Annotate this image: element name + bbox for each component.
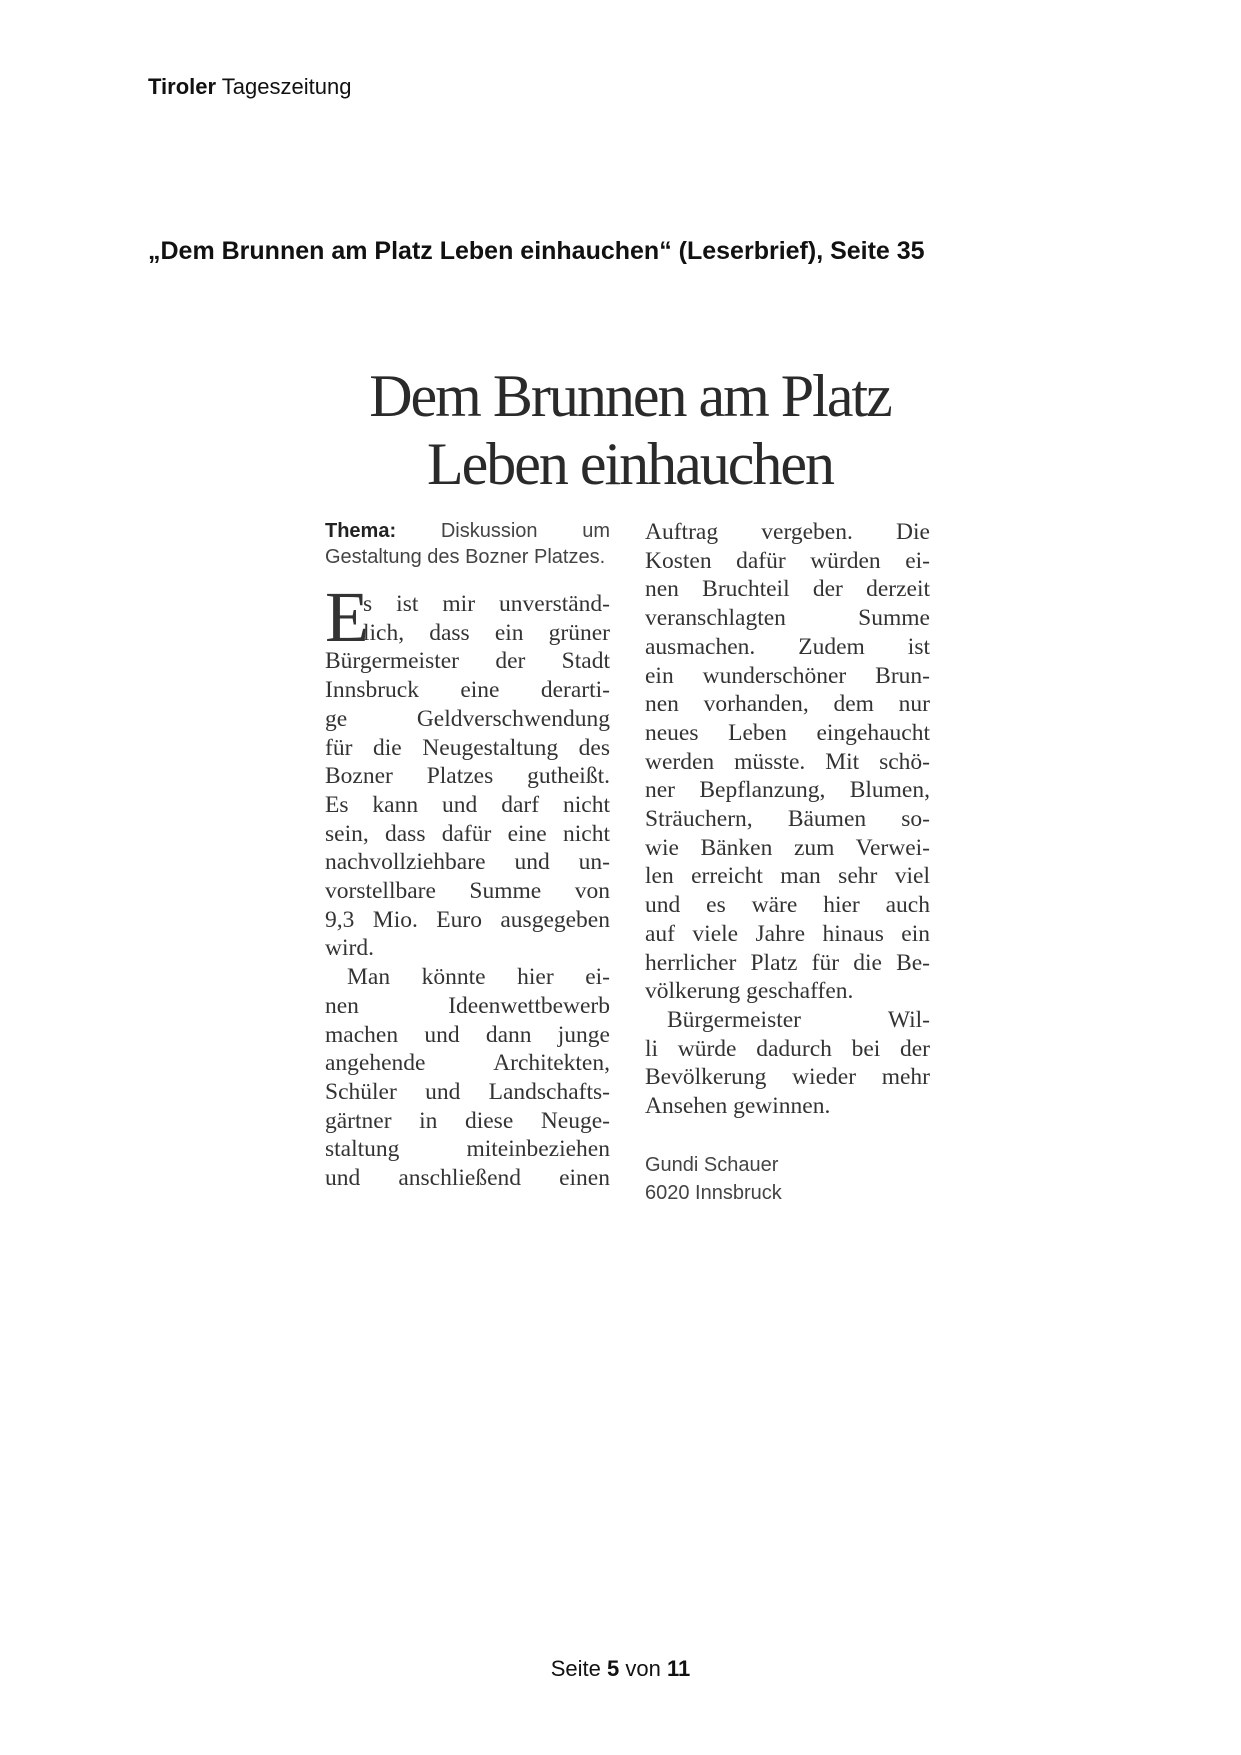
text-line: ein wunderschöner Brun- xyxy=(645,662,930,689)
text-line: sein, dass dafür eine nicht xyxy=(325,820,610,847)
text-line: Kosten dafür würden ei- xyxy=(645,547,930,574)
page-prefix: Seite xyxy=(550,1656,601,1681)
letter-signature xyxy=(645,1151,930,1207)
article-clipping xyxy=(320,362,940,1212)
text-line: ge Geldverschwendung xyxy=(325,705,610,732)
document-title: „Dem Brunnen am Platz Leben einhauchen“ (Leserbrief), Seite 35 xyxy=(148,237,925,265)
text-line: ausmachen. Zudem ist xyxy=(645,633,930,660)
text-line: vorstellbare Summe von xyxy=(325,878,610,905)
article-headline xyxy=(320,362,940,498)
page-number xyxy=(0,1656,1241,1682)
article-column-right xyxy=(645,518,930,1207)
text-line: Ansehen gewinnen. xyxy=(645,1093,831,1120)
text-line: lich, dass ein grüner xyxy=(363,619,610,646)
topic-label: Thema: xyxy=(325,520,397,542)
text-line: Sträuchern, Bäumen so- xyxy=(645,806,930,833)
text-line: Bürgermeister der Stadt xyxy=(325,648,610,675)
headline-line: Dem Brunnen am Platz xyxy=(369,363,891,429)
topic-text: Diskussion um Gestaltung des Bozner Platzes. xyxy=(325,520,610,568)
page-current: 5 xyxy=(607,1656,620,1681)
text-line: für die Neugestaltung des xyxy=(325,734,610,761)
text-line: Bozner Platzes gutheißt. xyxy=(325,763,610,790)
text-line: Auftrag vergeben. Die xyxy=(645,519,930,545)
text-line: Bevölkerung wieder mehr xyxy=(645,1064,930,1091)
text-line: nen Bruchteil der derzeit xyxy=(645,576,930,603)
text-line: werden müsste. Mit schö- xyxy=(645,748,930,775)
text-line: li würde dadurch bei der xyxy=(645,1035,930,1062)
dropcap-paragraph xyxy=(325,577,610,657)
text-line: wie Bänken zum Verwei- xyxy=(645,834,930,861)
text-line: angehende Architekten, xyxy=(325,1050,610,1077)
text-line: s ist mir unverständ- xyxy=(363,591,610,617)
text-line: staltung miteinbeziehen xyxy=(325,1136,610,1163)
text-line: len erreicht man sehr viel xyxy=(645,863,930,890)
page-total: 11 xyxy=(667,1656,691,1681)
text-line: Bürgermeister Wil- xyxy=(667,1006,930,1033)
headline-line: Leben einhauchen xyxy=(426,431,834,497)
author-place: 6020 Innsbruck xyxy=(645,1181,782,1204)
brand-rest: Tageszeitung xyxy=(221,74,352,99)
text-line: Es kann und darf nicht xyxy=(325,791,610,818)
text-line: nachvollziehbare und un- xyxy=(325,849,610,876)
text-line: wird. xyxy=(325,935,374,962)
text-line: völkerung geschaffen. xyxy=(645,978,854,1005)
text-line: 9,3 Mio. Euro ausgegeben xyxy=(325,906,610,933)
text-line: veranschlagten Summe xyxy=(645,605,930,632)
dropcap-letter: E xyxy=(325,577,369,657)
author-name: Gundi Schauer xyxy=(645,1153,779,1176)
text-line: Man könnte hier ei- xyxy=(347,964,610,991)
newspaper-header xyxy=(148,74,351,100)
text-line: ner Bepflanzung, Blumen, xyxy=(645,777,930,804)
text-line: nen vorhanden, dem nur xyxy=(645,691,930,718)
text-line: machen und dann junge xyxy=(325,1021,610,1048)
text-line: gärtner in diese Neuge- xyxy=(325,1107,610,1134)
brand-bold: Tiroler xyxy=(148,74,217,99)
text-line: Schüler und Landschafts- xyxy=(325,1078,610,1105)
page-middle: von xyxy=(625,1656,661,1681)
article-topic xyxy=(325,518,610,570)
text-line: Innsbruck eine derarti- xyxy=(325,677,610,704)
text-line: und es wäre hier auch xyxy=(645,892,930,919)
text-line: neues Leben eingehaucht xyxy=(645,719,930,746)
article-column-left xyxy=(325,518,610,1193)
text-line: herrlicher Platz für die Be- xyxy=(645,949,930,976)
text-line: und anschließend einen xyxy=(325,1165,610,1192)
text-line: auf viele Jahre hinaus ein xyxy=(645,920,930,947)
text-line: nen Ideenwettbewerb xyxy=(325,992,610,1019)
